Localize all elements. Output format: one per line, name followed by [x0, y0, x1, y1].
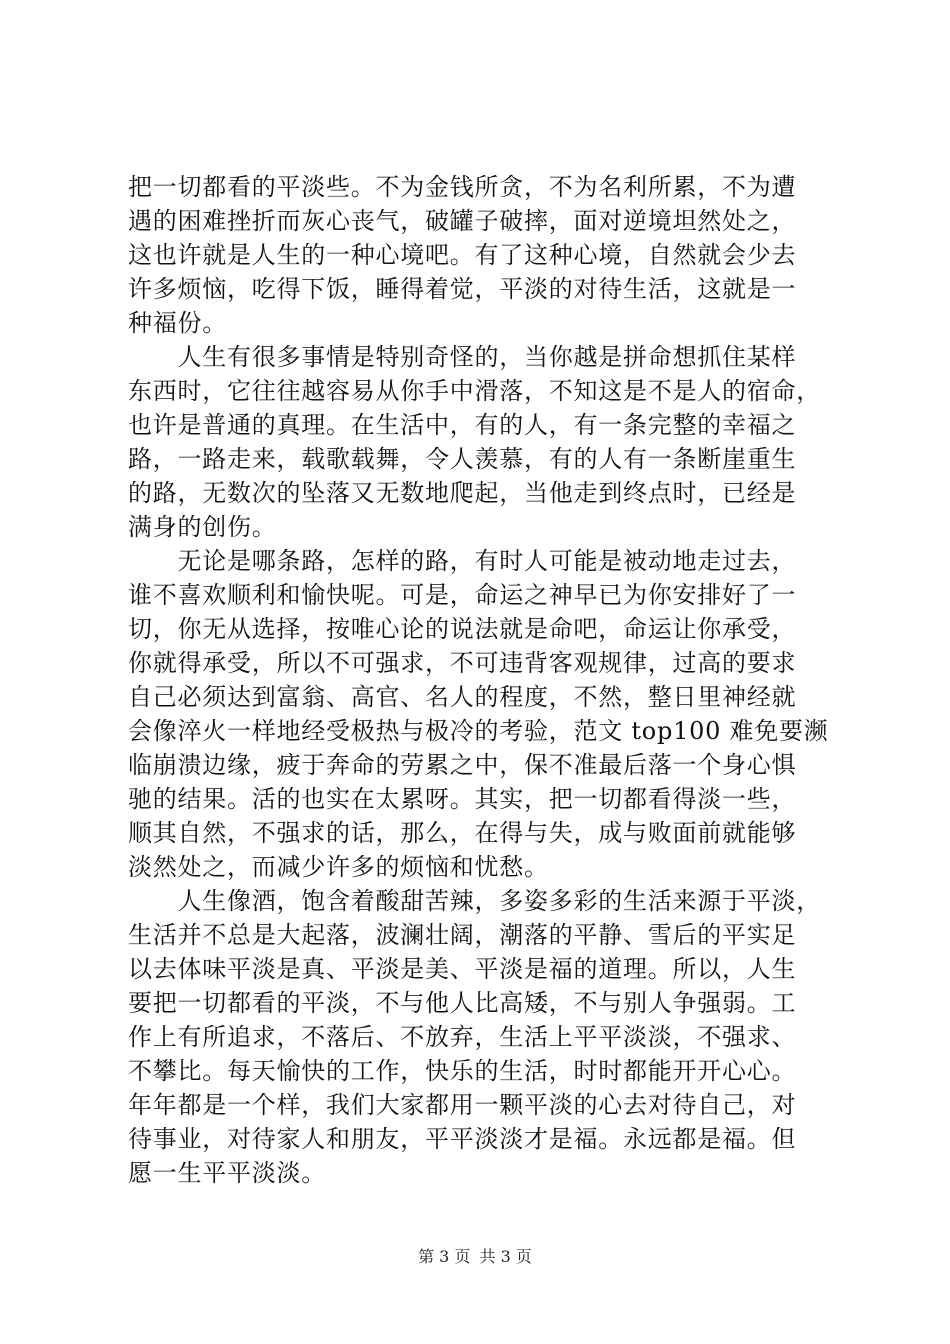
text-line: 作上有所追求，不落后、不放弃，生活上平平淡淡，不强求、 [128, 1023, 797, 1051]
text-line: 人生像酒，饱含着酸甜苦辣，多姿多彩的生活来源于平淡， [128, 887, 821, 915]
text-line: 许多烦恼，吃得下饭，睡得着觉，平淡的对待生活，这就是一 [128, 275, 797, 303]
page-total: 共 3 页 [479, 1247, 532, 1266]
text-line: 你就得承受，所以不可强求，不可违背客观规律，过高的要求 [128, 649, 797, 677]
text-line: 淡然处之，而减少许多的烦恼和忧愁。 [128, 853, 549, 881]
text-line: 自己必须达到富翁、高官、名人的程度，不然，整日里神经就 [128, 683, 797, 711]
text-line: 要把一切都看的平淡，不与他人比高矮，不与别人争强弱。工 [128, 989, 797, 1017]
text-line: 待事业，对待家人和朋友，平平淡淡才是福。永远都是福。但 [128, 1125, 797, 1153]
text-line: 顺其自然，不强求的话，那么，在得与失，成与败面前就能够 [128, 819, 797, 847]
text-line: 种福份。 [128, 309, 227, 337]
text-line: 把一切都看的平淡些。不为金钱所贪，不为名利所累，不为遭 [128, 173, 797, 201]
text-line: 年年都是一个样，我们大家都用一颗平淡的心去对待自己，对 [128, 1091, 797, 1119]
text-line: 的路，无数次的坠落又无数地爬起，当他走到终点时，已经是 [128, 479, 797, 507]
text-line: 驰的结果。活的也实在太累呀。其实，把一切都看得淡一些， [128, 785, 797, 813]
text-line: 路，一路走来，载歌载舞，令人羡慕，有的人有一条断崖重生 [128, 445, 797, 473]
text-line: 生活并不总是大起落，波澜壮阔，潮落的平静、雪后的平实足 [128, 921, 797, 949]
text-line: 会像淬火一样地经受极热与极冷的考验，范文 top100 难免要濒 [128, 717, 829, 745]
text-line: 谁不喜欢顺利和愉快呢。可是，命运之神早已为你安排好了一 [128, 581, 797, 609]
text-line: 这也许就是人生的一种心境吧。有了这种心境，自然就会少去 [128, 241, 797, 269]
text-line: 不攀比。每天愉快的工作，快乐的生活，时时都能开开心心。 [128, 1057, 797, 1085]
text-line: 切，你无从选择，按唯心论的说法就是命吧，命运让你承受， [128, 615, 797, 643]
text-line: 愿一生平平淡淡。 [128, 1159, 326, 1187]
text-line: 东西时，它往往越容易从你手中滑落，不知这是不是人的宿命， [128, 377, 821, 405]
text-line: 无论是哪条路，怎样的路，有时人可能是被动地走过去， [128, 547, 797, 575]
text-line: 也许是普通的真理。在生活中，有的人，有一条完整的幸福之 [128, 411, 797, 439]
text-line: 人生有很多事情是特别奇怪的，当你越是拼命想抓住某样 [128, 343, 797, 371]
text-line: 遇的困难挫折而灰心丧气，破罐子破摔，面对逆境坦然处之， [128, 207, 797, 235]
page-footer [0, 1244, 950, 1267]
text-line: 以去体味平淡是真、平淡是美、平淡是福的道理。所以，人生 [128, 955, 797, 983]
text-line: 临崩溃边缘，疲于奔命的劳累之中，保不准最后落一个身心惧 [128, 751, 797, 779]
page-number: 第 3 页 [418, 1247, 471, 1266]
text-line: 满身的创伤。 [128, 513, 277, 541]
